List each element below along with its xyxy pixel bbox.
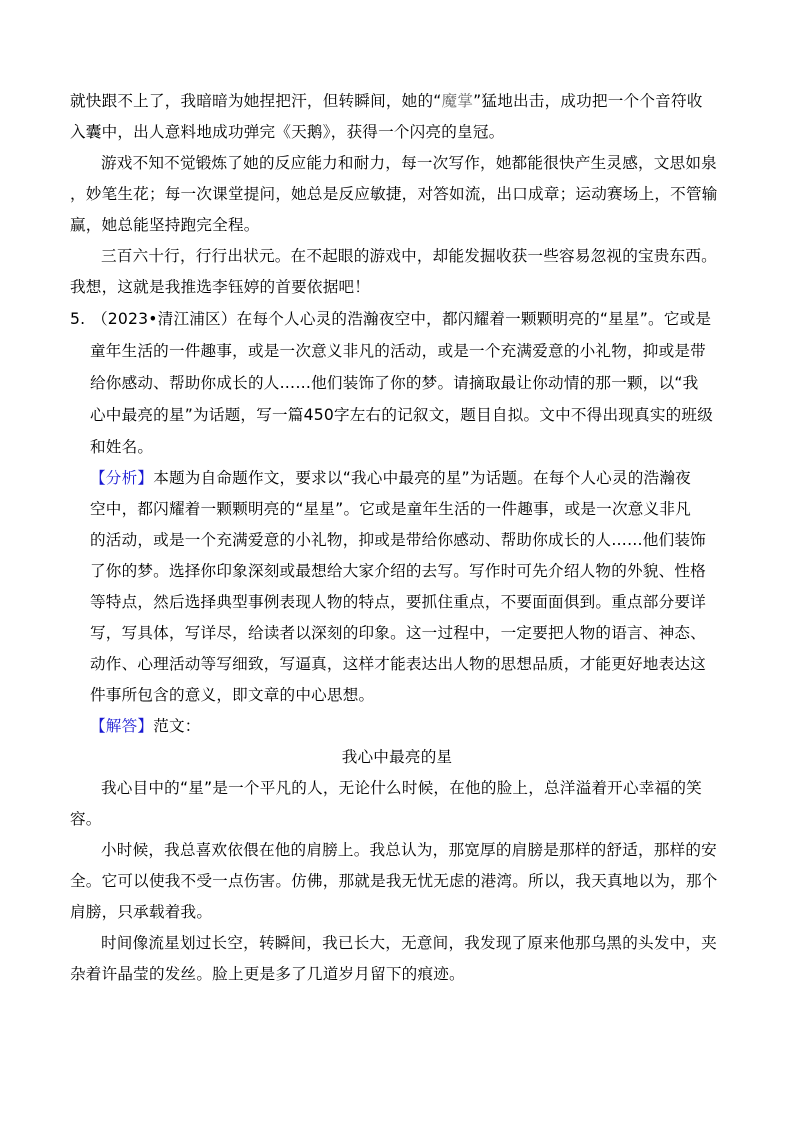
question-5 [70, 303, 724, 463]
highlighted-word: 魔掌 [441, 92, 474, 110]
text-line: 给你感动、帮助你成长的人……他们装饰了你的梦。请摘取最让你动情的那一颗，以“我 [90, 374, 699, 392]
prev-essay-paragraph-1 [70, 86, 724, 148]
essay-paragraph [70, 773, 724, 835]
text-line: 时间像流星划过长空，转瞬间，我已长大，无意间，我发现了原来他那乌黑的头发中，夹 [101, 934, 717, 952]
text-line: ，妙笔生花；每一次课堂提问，她总是反应敏捷，对答如流，出口成章；运动赛场上，不管输 [70, 185, 718, 203]
analysis-label: 【分析】 [90, 469, 154, 487]
text-line: 动作、心理活动等写细致，写逼真，这样才能表达出人物的思想品质，才能更好地表达这 [90, 655, 706, 673]
text-line: 小时候，我总喜欢依偎在他的肩膀上。我总认为，那宽厚的肩膀是那样的舒适，那样的安 [101, 841, 717, 859]
text-line: 空中，都闪耀着一颗颗明亮的“星星”。它或是童年生活的一件趣事，或是一次意义非凡 [90, 500, 691, 518]
prev-essay-paragraph-3 [70, 241, 724, 303]
text-line: 写，写具体，写详尽，给读者以深刻的印象。这一过程中，一定要把人物的语言、神态、 [90, 624, 706, 642]
text-line: 容。 [70, 810, 102, 828]
essay-paragraph [70, 835, 724, 928]
document-page [70, 86, 724, 990]
answer-label: 【解答】 [90, 717, 154, 735]
prev-essay-paragraph-2 [70, 148, 724, 241]
text-line: 肩膀，只承载着我。 [70, 903, 213, 921]
text-line: 心中最亮的星”为话题，写一篇450字左右的记叙文，题目自拟。文中不得出现真实的班级 [90, 406, 714, 424]
text-line: 我想，这就是我推选李钰婷的首要依据吧！ [70, 278, 371, 296]
text-line: 入囊中，出人意料地成功弹完《天鹅》，获得一个闪亮的皇冠。 [70, 123, 505, 141]
text-line: 的活动，或是一个充满爱意的小礼物，抑或是带给你感动、帮助你成长的人……他们装饰 [90, 531, 706, 549]
analysis-section [70, 463, 724, 711]
question-number: 5. [70, 310, 86, 328]
text-line: 件事所包含的意义，即文章的中心思想。 [90, 686, 375, 704]
answer-first-line: 【解答】范文： [90, 717, 201, 735]
essay-title: 我心中最亮的星 [341, 748, 453, 766]
text-line: 我心目中的“星”是一个平凡的人，无论什么时候，在他的脸上，总洋溢着开心幸福的笑 [101, 779, 702, 797]
text-line: 游戏不知不觉锻炼了她的反应能力和耐力，每一次写作，她都能很快产生灵感，文思如泉 [101, 154, 717, 172]
analysis-first-line: 【分析】本题为自命题作文，要求以“我心中最亮的星”为话题。在每个人心灵的浩瀚夜 [90, 469, 691, 487]
text-line: 全。它可以使我不受一点伤害。仿佛，那就是我无忧无虑的港湾。所以，我天真地以为，那个 [70, 872, 718, 890]
essay-paragraph [70, 928, 724, 990]
answer-section [70, 711, 724, 990]
text-line: 和姓名。 [90, 438, 154, 456]
text-line: 赢，她总能坚持跑完全程。 [70, 216, 260, 234]
text-line: 了你的梦。选择你印象深刻或最想给大家介绍的去写。写作时可先介绍人物的外貌、性格 [90, 562, 706, 580]
text-line: 杂着许晶莹的发丝。脸上更是多了几道岁月留下的痕迹。 [70, 965, 465, 983]
text-line: 就快跟不上了，我暗暗为她捏把汗，但转瞬间，她的“魔掌”猛地出击，成功把一个个音符收 [70, 92, 703, 110]
text-line: 等特点，然后选择典型事例表现人物的特点，要抓住重点，不要面面俱到。重点部分要详 [90, 593, 706, 611]
text-line: 童年生活的一件趣事，或是一次意义非凡的活动，或是一个充满爱意的小礼物，抑或是带 [90, 342, 706, 360]
question-first-line: 5. （2023•清江浦区）在每个人心灵的浩瀚夜空中，都闪耀着一颗颗明亮的“星星”。它或是 [70, 303, 724, 335]
text-line: 三百六十行，行行出状元。在不起眼的游戏中，却能发掘收获一些容易忽视的宝贵东西。 [101, 247, 717, 265]
